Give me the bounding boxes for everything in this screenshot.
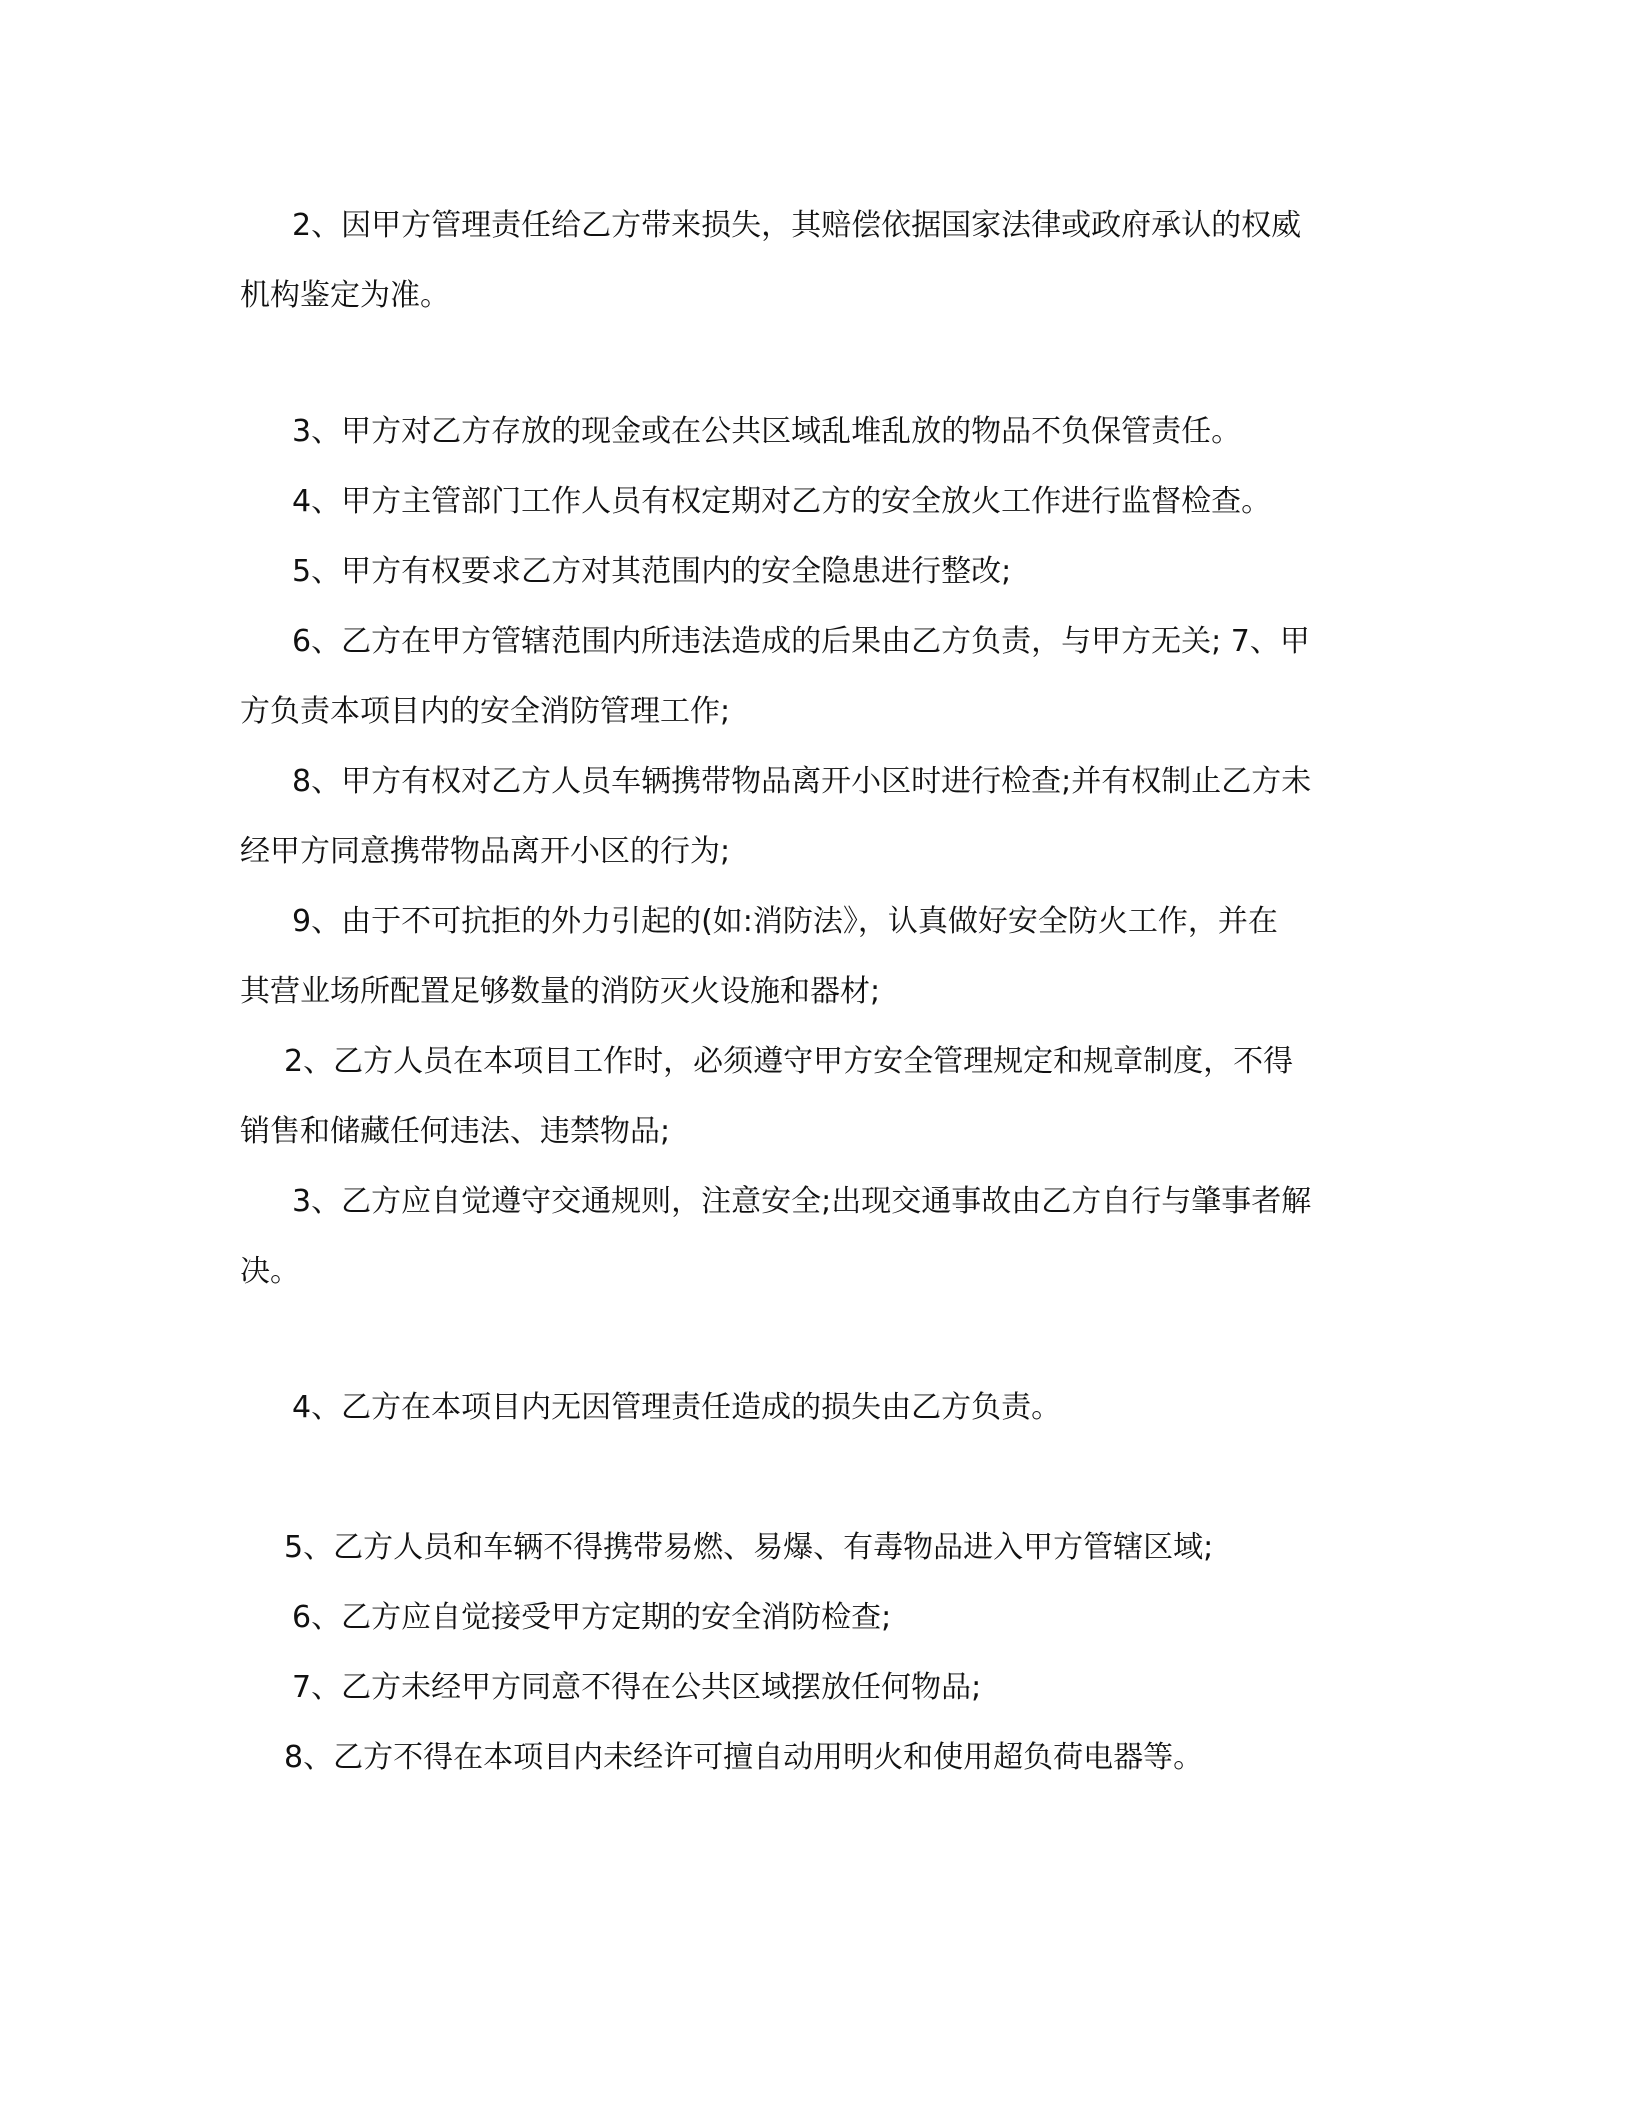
paragraph-work-rules [240,1027,1370,1167]
paragraph-line: 4、乙方在本项目内无因管理责任造成的损失由乙方负责。 [292,1390,1062,1425]
paragraph-line: 方负责本项目内的安全消防管理工作; [240,694,731,729]
paragraph-public-area [240,1653,1370,1723]
paragraph-line: 6、乙方应自觉接受甲方定期的安全消防检查; [292,1600,892,1635]
paragraph-line: 8、甲方有权对乙方人员车辆携带物品离开小区时进行检查;并有权制止乙方未 [292,764,1312,799]
paragraph-line: 决。 [240,1254,300,1289]
paragraph-line: 2、因甲方管理责任给乙方带来损失，其赔偿依据国家法律或政府承认的权威 [292,208,1302,243]
paragraph-fire-inspection [240,1583,1370,1653]
paragraph-force-majeure [240,887,1370,1027]
paragraph-hazardous-items [240,1513,1370,1583]
paragraph-line: 3、甲方对乙方存放的现金或在公共区域乱堆乱放的物品不负保管责任。 [292,414,1242,449]
paragraph-line: 7、乙方未经甲方同意不得在公共区域摆放任何物品; [292,1670,982,1705]
paragraph-line: 9、由于不可抗拒的外力引起的(如:消防法》，认真做好安全防火工作，并在 [292,904,1278,939]
paragraph-inspection-right [240,467,1370,537]
paragraph-rectification [240,537,1370,607]
paragraph-damage-compensation [240,191,1370,331]
paragraph-traffic-rules [240,1167,1370,1307]
paragraph-line: 其营业场所配置足够数量的消防灭火设施和器材; [240,974,881,1009]
paragraph-line: 6、乙方在甲方管辖范围内所违法造成的后果由乙方负责，与甲方无关; 7、甲 [292,624,1310,659]
paragraph-line: 销售和储藏任何违法、违禁物品; [240,1114,671,1149]
paragraph-line: 4、甲方主管部门工作人员有权定期对乙方的安全放火工作进行监督检查。 [292,484,1272,519]
paragraph-own-loss [240,1373,1370,1443]
paragraph-liability [240,607,1370,747]
paragraph-line: 3、乙方应自觉遵守交通规则，注意安全;出现交通事故由乙方自行与肇事者解 [292,1184,1312,1219]
paragraph-line: 2、乙方人员在本项目工作时，必须遵守甲方安全管理规定和规章制度，不得 [284,1044,1294,1079]
paragraph-vehicle-check [240,747,1370,887]
paragraph-line: 经甲方同意携带物品离开小区的行为; [240,834,731,869]
paragraph-line: 5、乙方人员和车辆不得携带易燃、易爆、有毒物品进入甲方管辖区域; [284,1530,1214,1565]
paragraph-line: 5、甲方有权要求乙方对其范围内的安全隐患进行整改; [292,554,1012,589]
paragraph-line: 8、乙方不得在本项目内未经许可擅自动用明火和使用超负荷电器等。 [284,1740,1204,1775]
paragraph-open-flame [240,1723,1370,1793]
paragraph-cash-storage [240,397,1370,467]
paragraph-line: 机构鉴定为准。 [240,278,450,313]
